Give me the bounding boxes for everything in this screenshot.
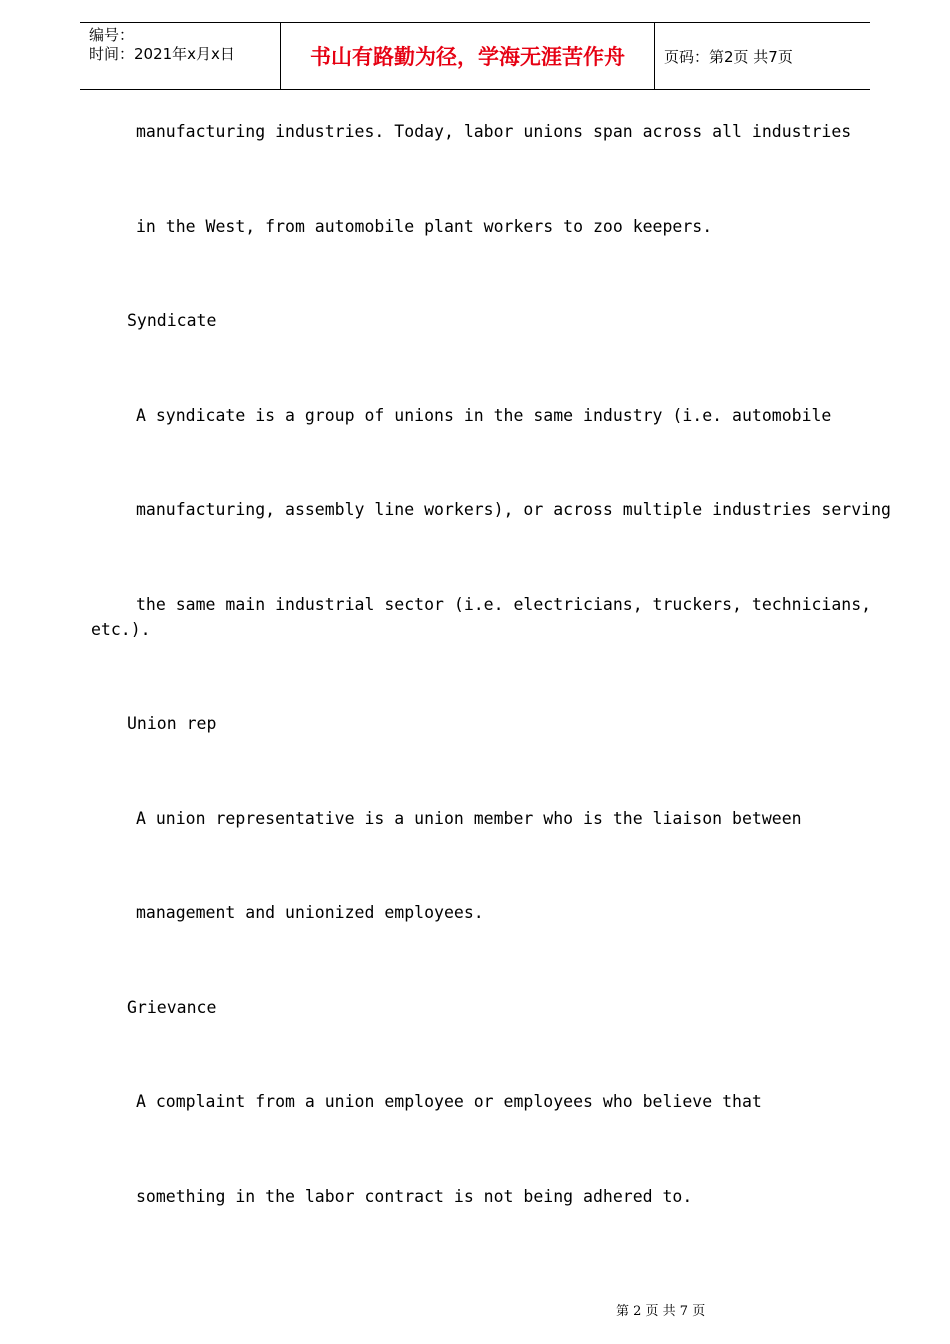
- body-line: A syndicate is a group of unions in the same industry (i.e. automobile: [136, 406, 832, 425]
- body-line: manufacturing industries. Today, labor unions span across all industries: [136, 122, 852, 141]
- page-header: [80, 22, 870, 90]
- body-line: something in the labor contract is not being adhered to.: [136, 1187, 693, 1206]
- page-footer: 第 2 页 共 7 页: [616, 1304, 706, 1319]
- time-label: 时间：2021年x月x日: [89, 45, 235, 63]
- header-motto: 书山有路勤为径，学海无涯苦作舟: [281, 23, 655, 89]
- term-heading-grievance: Grievance: [127, 998, 217, 1017]
- term-heading-syndicate: Syndicate: [127, 311, 217, 330]
- body-line: A union representative is a union member who is the liaison between: [136, 809, 802, 828]
- serial-label: 编号：: [89, 26, 135, 44]
- term-heading-union-rep: Union rep: [127, 714, 217, 733]
- header-meta-cell: [80, 23, 281, 89]
- body-line: manufacturing, assembly line workers), or across multiple industries serving: [136, 500, 891, 519]
- body-line: in the West, from automobile plant workers to zoo keepers.: [136, 217, 713, 236]
- body-line: A complaint from a union employee or employees who believe that: [136, 1092, 762, 1111]
- body-line: etc.).: [91, 620, 151, 639]
- body-line: management and unionized employees.: [136, 903, 484, 922]
- header-page-info: 页码：第2页 共7页: [664, 48, 793, 66]
- body-line: the same main industrial sector (i.e. electricians, truckers, technicians,: [136, 595, 872, 614]
